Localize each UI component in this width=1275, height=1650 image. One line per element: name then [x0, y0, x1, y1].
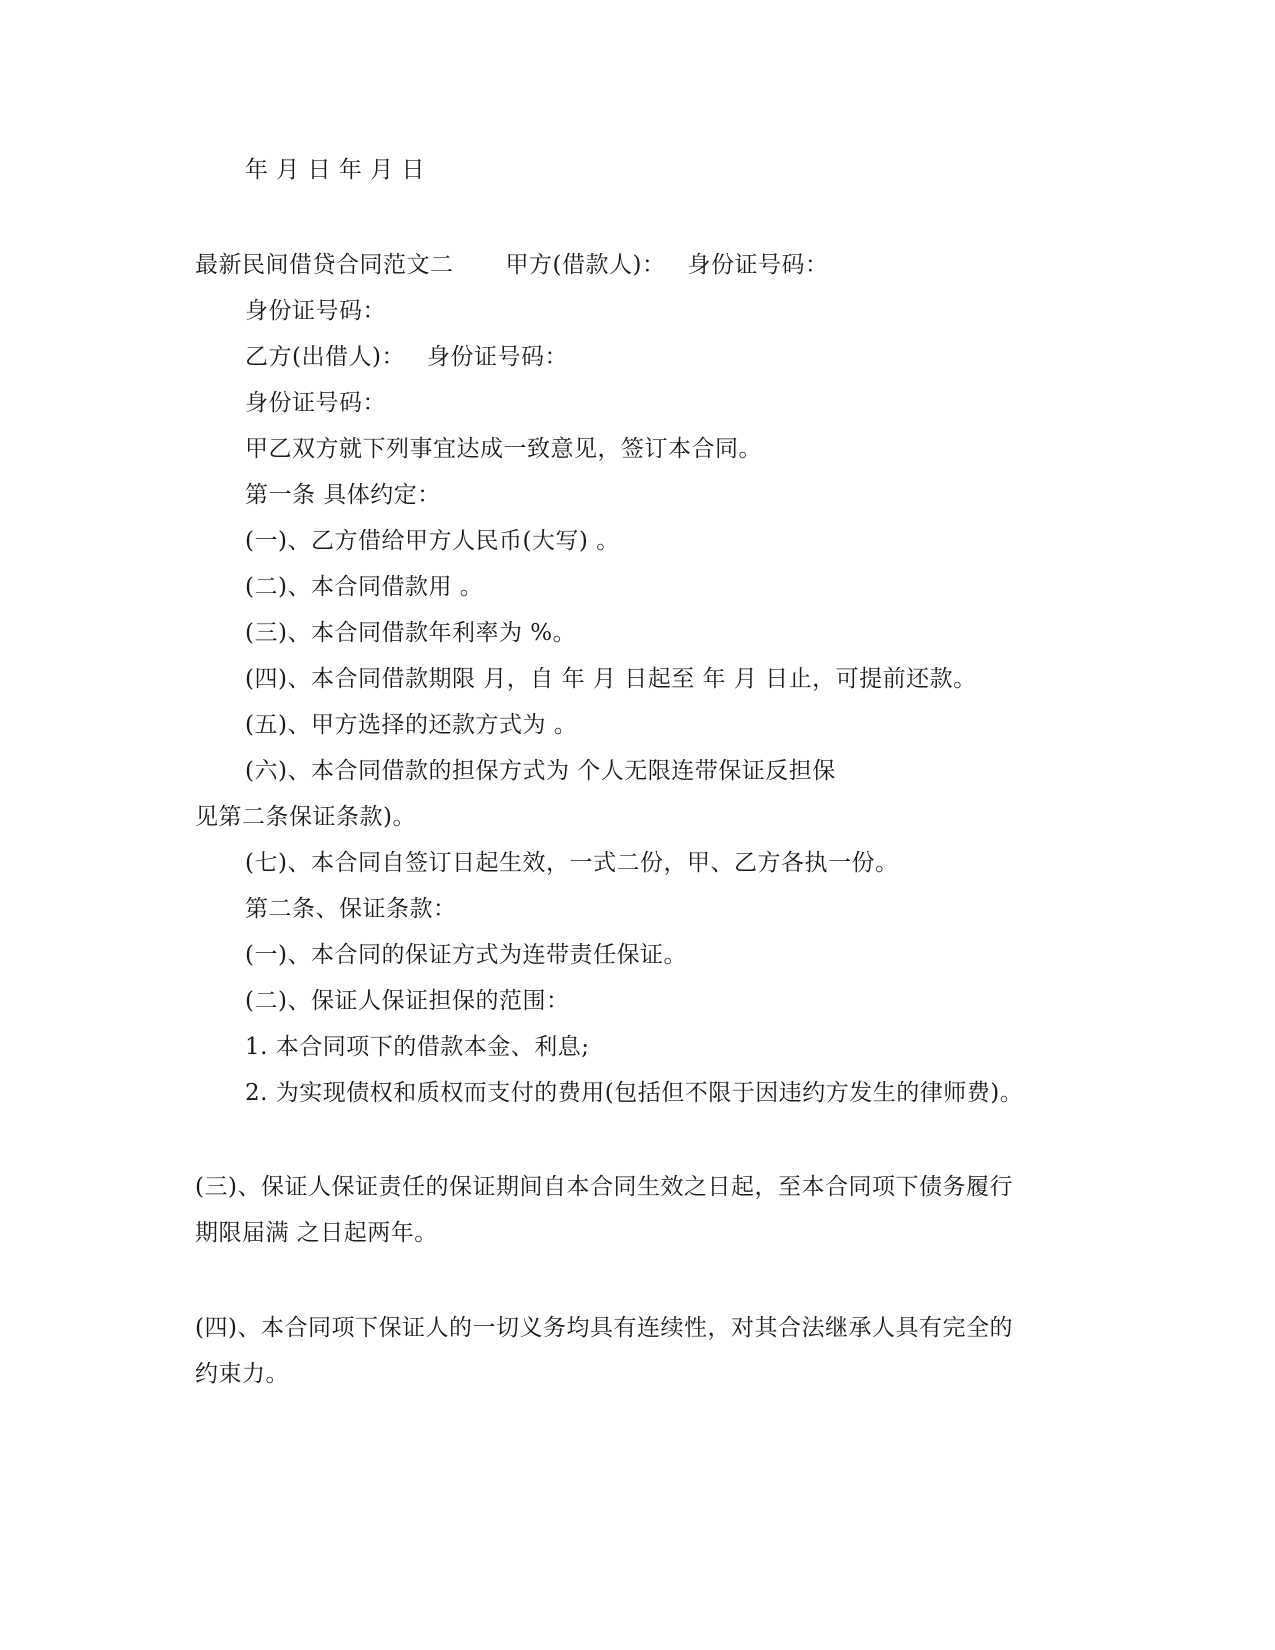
party-a-label: 甲方(借款人)：: [505, 252, 666, 278]
party-b-label: 乙方(出借人)：: [245, 344, 405, 370]
article-2-item-2-sub-2: 2. 为实现债权和质权而支付的费用(包括但不限于因违约方发生的律师费)。: [245, 1080, 1024, 1106]
article-1-item-7: (七)、本合同自签订日起生效，一式二份，甲、乙方各执一份。: [245, 850, 899, 876]
article-2-item-2: (二)、保证人保证担保的范围：: [245, 988, 570, 1014]
party-a-id-label: 身份证号码：: [687, 252, 829, 278]
article-1-item-5: (五)、甲方选择的还款方式为 。: [245, 712, 578, 738]
article-1-item-6: (六)、本合同借款的担保方式为 个人无限连带保证反担保: [245, 758, 836, 784]
article-2-item-1: (一)、本合同的保证方式为连带责任保证。: [245, 942, 687, 968]
article-2-item-4: (四)、本合同项下保证人的一切义务均具有连续性，对其合法继承人具有完全的: [195, 1315, 1013, 1341]
date-line: 年 月 日 年 月 日: [245, 157, 426, 183]
article-1-item-6-continued: 见第二条保证条款)。: [195, 804, 416, 830]
article-2-heading: 第二条、保证条款：: [245, 896, 457, 922]
article-2-item-4-continued: 约束力。: [195, 1361, 289, 1387]
party-b-line: [245, 342, 568, 372]
contract-title: 最新民间借贷合同范文二: [195, 252, 454, 278]
id-number-line-1: 身份证号码：: [245, 298, 386, 324]
article-2-item-3-continued: 期限届满 之日起两年。: [195, 1220, 438, 1246]
id-number-line-2: 身份证号码：: [245, 390, 386, 416]
article-1-item-4: (四)、本合同借款期限 月，自 年 月 日起至 年 月 日止，可提前还款。: [245, 666, 977, 692]
article-1-item-3: (三)、本合同借款年利率为 %。: [245, 620, 577, 646]
article-2-item-3: (三)、保证人保证责任的保证期间自本合同生效之日起，至本合同项下债务履行: [195, 1174, 1013, 1200]
article-1-heading: 第一条 具体约定：: [245, 482, 441, 508]
article-2-item-2-sub-1: 1. 本合同项下的借款本金、利息;: [245, 1034, 590, 1060]
agreement-statement: 甲乙双方就下列事宜达成一致意见，签订本合同。: [245, 436, 762, 462]
party-b-id-label: 身份证号码：: [426, 344, 568, 370]
article-1-item-2: (二)、本合同借款用 。: [245, 574, 484, 600]
article-1-item-1: (一)、乙方借给甲方人民币(大写) 。: [245, 528, 620, 554]
contract-header-line: [195, 250, 828, 280]
